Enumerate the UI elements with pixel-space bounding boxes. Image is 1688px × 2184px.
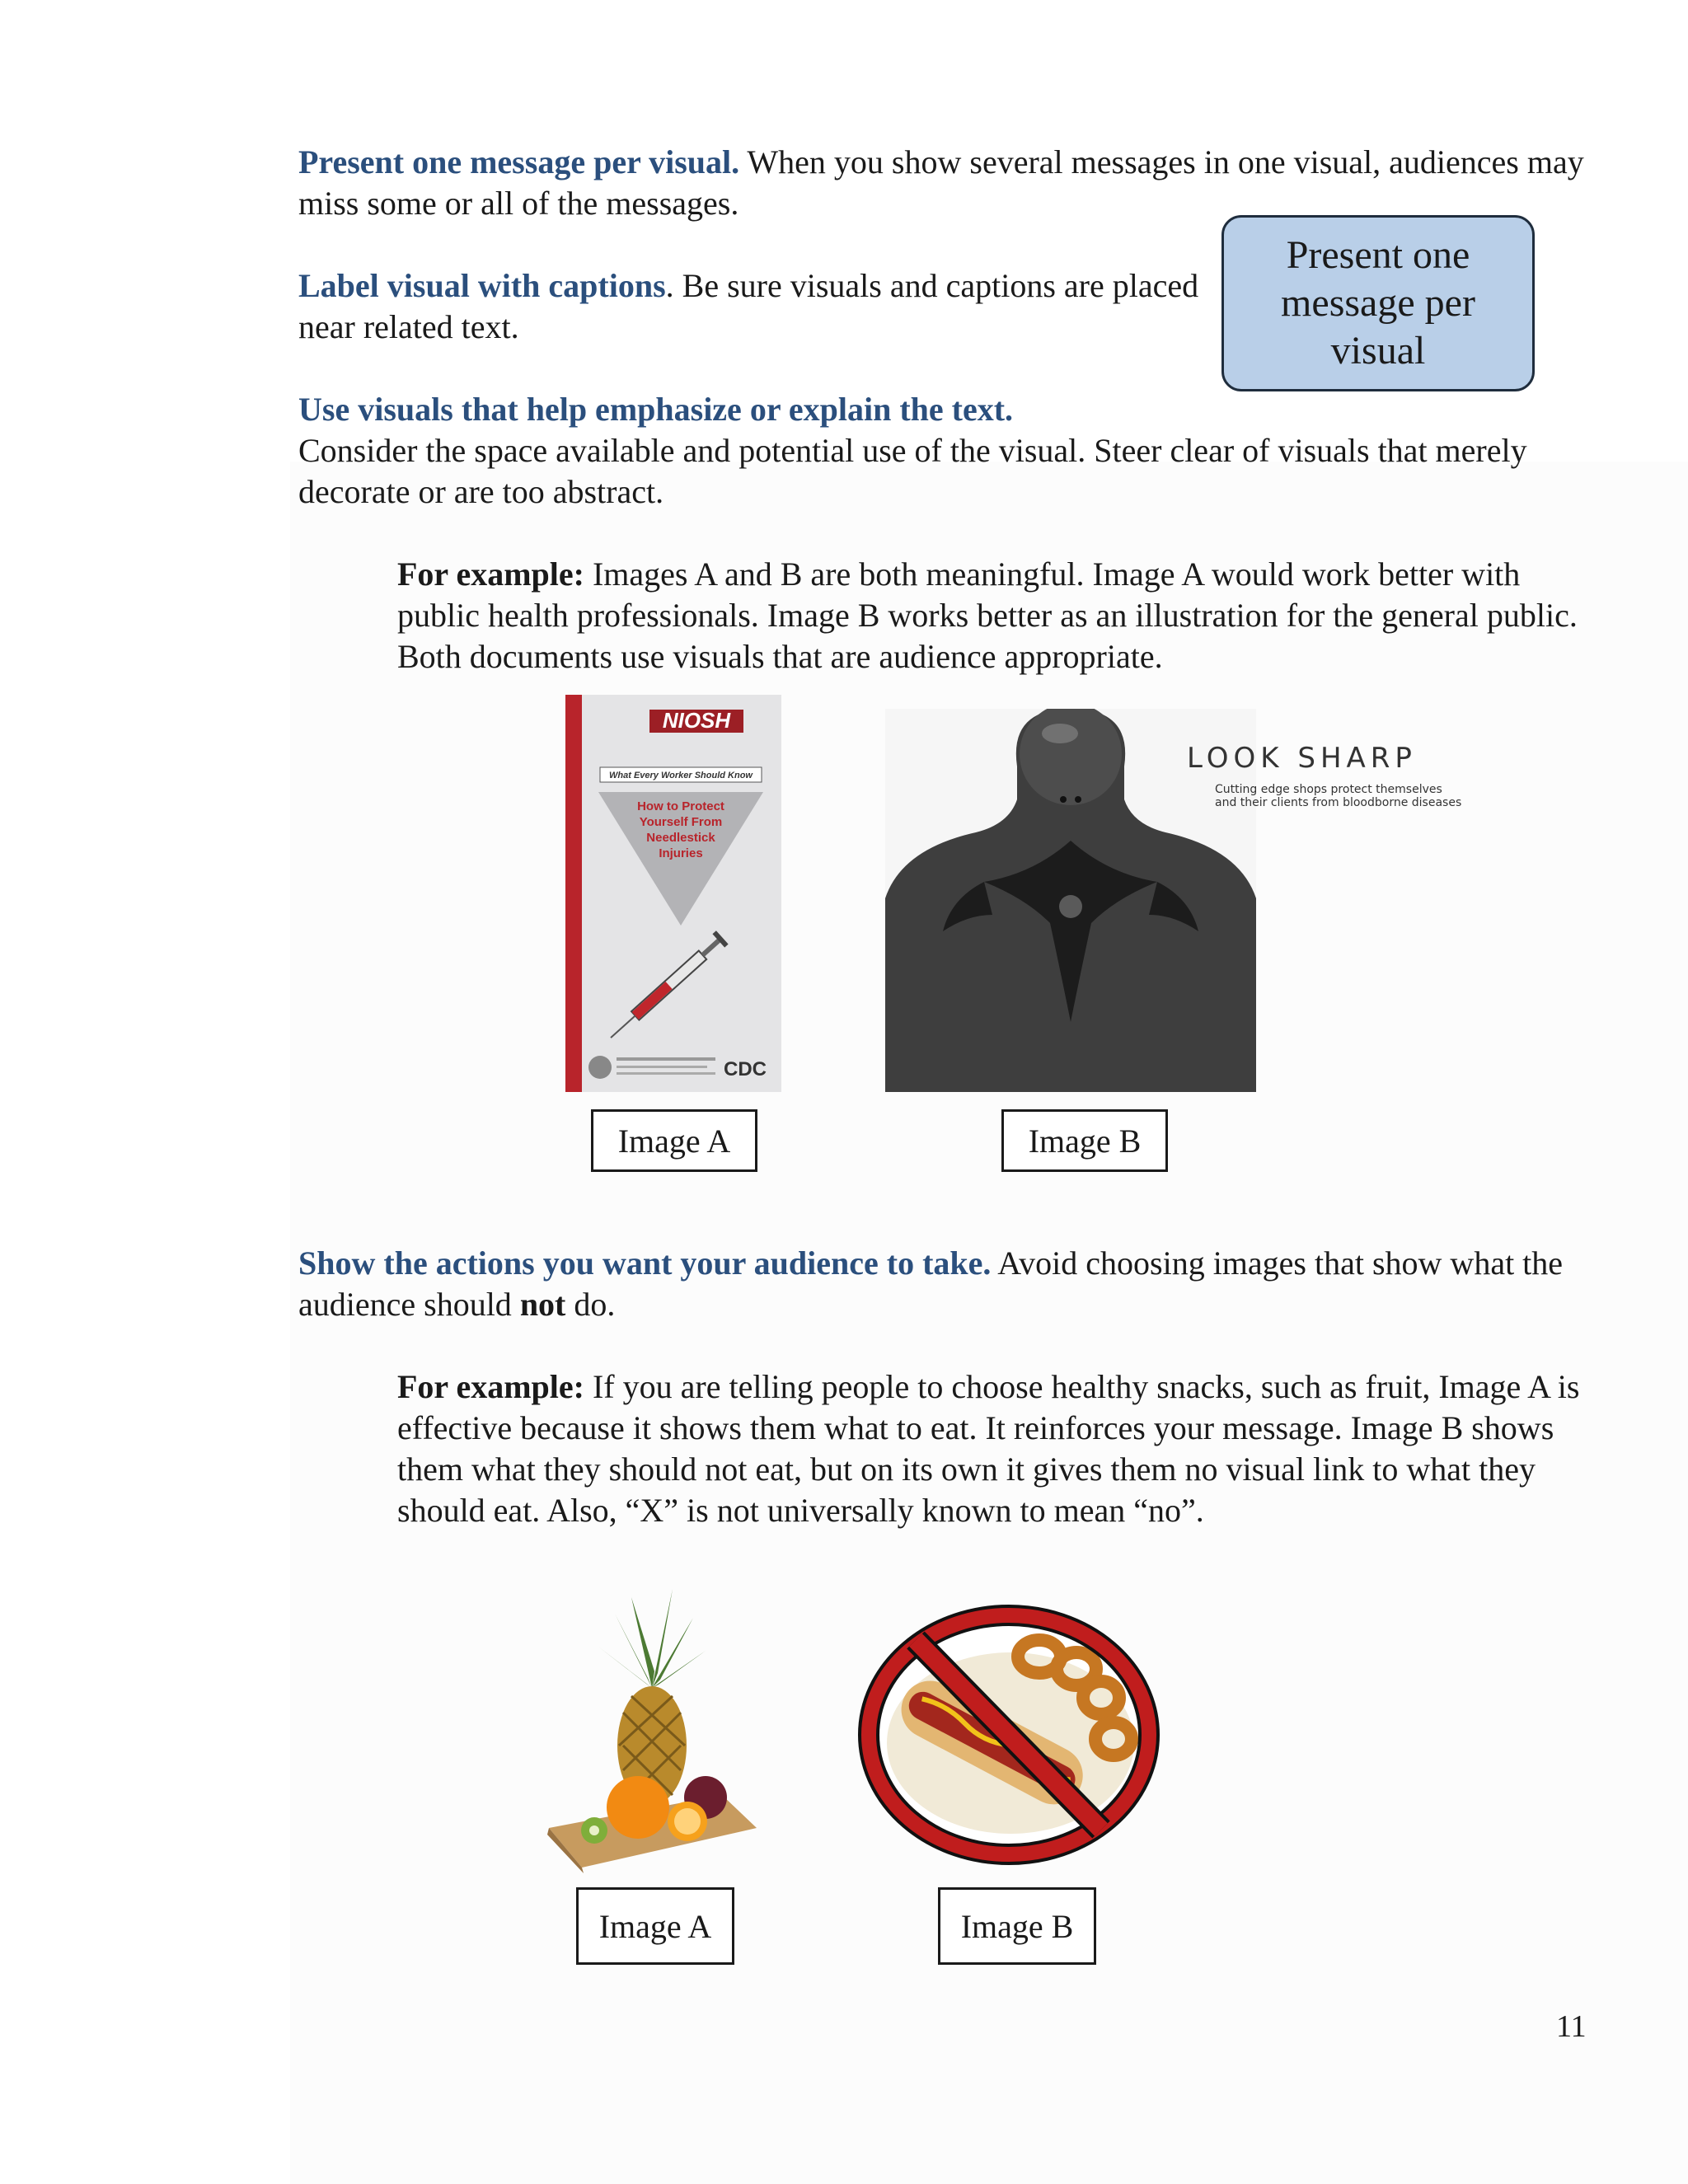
caption-image-b-2: Image B — [938, 1887, 1096, 1965]
text-emphasize: Consider the space available and potential use of the visual. Steer clear of visuals that merely decorate or are too abstract. — [298, 432, 1527, 510]
caption-image-b-1: Image B — [1001, 1109, 1168, 1172]
paragraph-one-message — [298, 142, 1584, 224]
callout-text: Present one message per visual — [1281, 233, 1475, 373]
example-1-label: For example: — [397, 555, 584, 593]
text-actions-bold: not — [519, 1286, 566, 1323]
look-sharp-subtitle-2: and their clients from bloodborne diseases — [1215, 796, 1462, 809]
caption-image-a-1: Image A — [591, 1109, 757, 1172]
niosh-brochure-image — [565, 695, 781, 1092]
look-sharp-title: LOOK SHARP — [1187, 742, 1417, 775]
heading-emphasize: Use visuals that help emphasize or explain the text. — [298, 391, 1014, 428]
paragraph-example-2 — [397, 1366, 1601, 1531]
text-one-message: When you show several messages in one visual, audiences may miss some or all of the messages. — [298, 143, 1584, 222]
page-number: 11 — [1556, 2009, 1587, 2044]
no-junk-food-image — [854, 1599, 1167, 1871]
look-sharp-subtitle-1: Cutting edge shops protect themselves — [1215, 783, 1442, 796]
cdc-logo: CDC — [724, 1058, 767, 1080]
example-2-label: For example: — [397, 1368, 584, 1405]
niosh-banner: What Every Worker Should Know — [609, 771, 753, 780]
fruit-image — [541, 1581, 763, 1873]
niosh-title-line-4: Injuries — [659, 846, 703, 860]
look-sharp-text-block — [1187, 742, 1533, 809]
heading-actions: Show the actions you want your audience to take. — [298, 1244, 992, 1282]
pineapple-leaves-icon — [598, 1589, 706, 1688]
niosh-title-line-2: Yourself From — [639, 815, 723, 829]
example-1-text: Images A and B are both meaningful. Image A would work better with public health professionals. Image B works better as an illustration for the general public. Both documents use visuals that are audience appropriate. — [397, 555, 1578, 675]
paragraph-captions — [298, 265, 1205, 348]
orange-icon — [607, 1776, 669, 1839]
caption-image-a-2: Image A — [576, 1887, 734, 1965]
example-2-text: If you are telling people to choose healthy snacks, such as fruit, Image A is effective because it shows them what to eat. It reinforces your message. Image B shows them what they should not eat, but on its own it gives them no visual link to what they should eat. Also, “X” is not universally known to mean “no”. — [397, 1368, 1580, 1529]
paragraph-emphasize — [298, 389, 1584, 513]
paragraph-actions — [298, 1243, 1584, 1325]
paragraph-example-1 — [397, 554, 1601, 677]
text-captions: . Be sure visuals and captions are placed near related text. — [298, 267, 1199, 345]
niosh-logo: NIOSH — [662, 708, 731, 733]
text-actions-after: do. — [565, 1286, 616, 1323]
text-actions-before: Avoid choosing images that show what the audience should — [298, 1244, 1564, 1323]
niosh-title-line-1: How to Protect — [637, 799, 724, 813]
heading-captions: Label visual with captions — [298, 267, 666, 304]
heading-one-message: Present one message per visual. — [298, 143, 740, 180]
niosh-title-line-3: Needlestick — [646, 831, 715, 845]
callout-box — [1221, 215, 1535, 391]
